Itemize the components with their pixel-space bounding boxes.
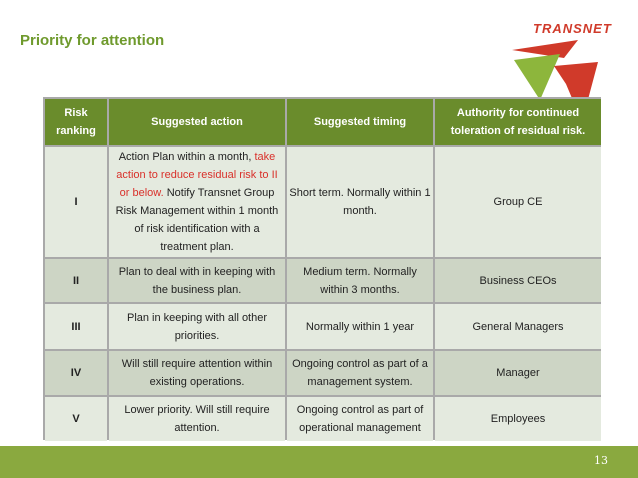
timing-cell: Normally within 1 year (287, 304, 433, 349)
table-row (45, 147, 601, 257)
transnet-logo-text: TRANSNET (533, 21, 612, 36)
rank-cell: IV (45, 351, 107, 395)
action-cell: Plan to deal with in keeping with the business plan. (109, 259, 285, 302)
risk-priority-table (43, 97, 601, 440)
authority-cell: Business CEOs (435, 259, 601, 302)
timing-cell: Ongoing control as part of operational management (287, 397, 433, 441)
rank-cell: III (45, 304, 107, 349)
table-row (45, 259, 601, 302)
action-cell: Lower priority. Will still require attention. (109, 397, 285, 441)
header-suggested-action: Suggested action (109, 99, 285, 145)
header-risk-ranking: Risk ranking (45, 99, 107, 145)
rank-cell: V (45, 397, 107, 441)
action-cell: Will still require attention within existing operations. (109, 351, 285, 395)
authority-cell: Employees (435, 397, 601, 441)
authority-cell: Group CE (435, 147, 601, 257)
action-text: Action Plan within a month, (118, 151, 255, 163)
table-row (45, 304, 601, 349)
slide-title: Priority for attention (20, 32, 165, 49)
footer-bar (0, 446, 638, 478)
authority-cell: Manager (435, 351, 601, 395)
table-row (45, 397, 601, 441)
authority-cell: General Managers (435, 304, 601, 349)
action-text: Notify Transnet Group Risk Management within 1 month of risk identification with a treatment plan. (115, 187, 279, 253)
action-cell (109, 147, 285, 257)
action-text-highlight: take action to reduce residual risk to II or below. (116, 151, 278, 199)
header-authority: Authority for continued toleration of residual risk. (435, 99, 601, 145)
page-number: 13 (594, 454, 608, 467)
timing-cell: Ongoing control as part of a management system. (287, 351, 433, 395)
table-row (45, 351, 601, 395)
header-suggested-timing: Suggested timing (287, 99, 433, 145)
action-cell: Plan in keeping with all other priorities. (109, 304, 285, 349)
timing-cell: Short term. Normally within 1 month. (287, 147, 433, 257)
timing-cell: Medium term. Normally within 3 months. (287, 259, 433, 302)
rank-cell: I (45, 147, 107, 257)
rank-cell: II (45, 259, 107, 302)
